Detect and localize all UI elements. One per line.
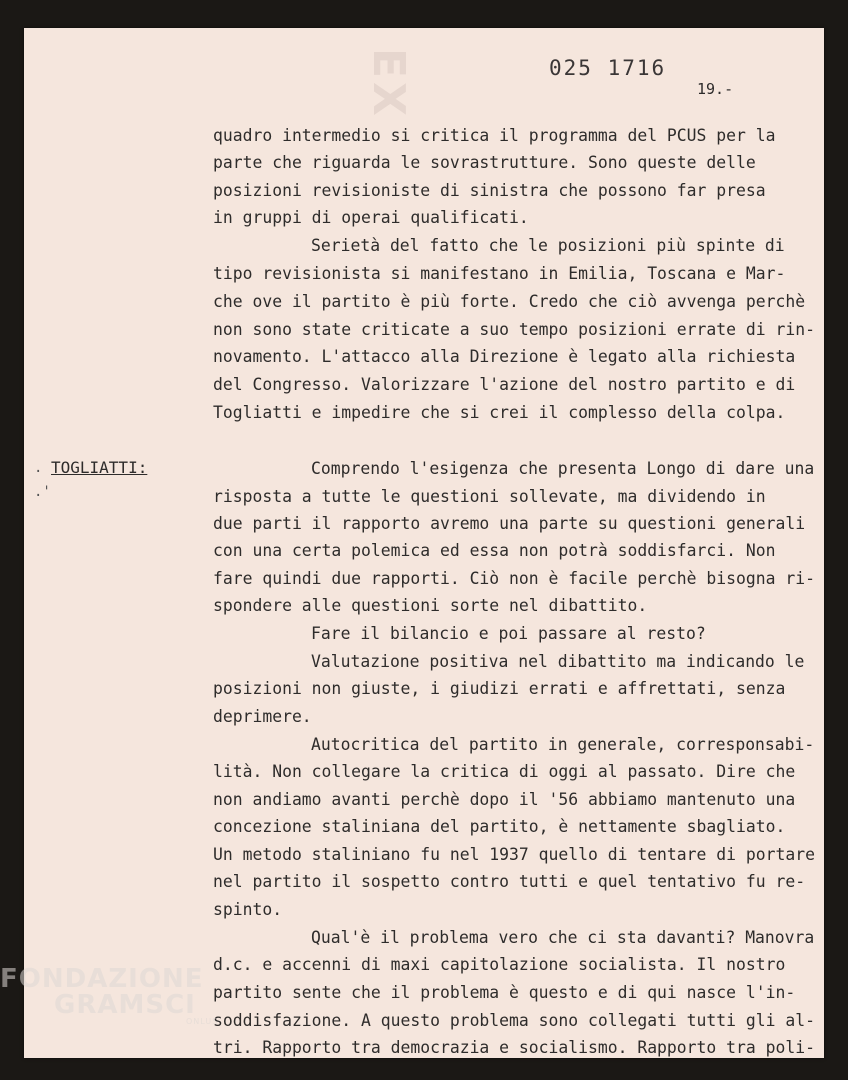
text-line: quadro intermedio si critica il programma del PCUS per la bbox=[213, 126, 776, 145]
text-line: deprimere. bbox=[213, 707, 312, 726]
text-line: spondere alle questioni sorte nel dibattito. bbox=[213, 596, 648, 615]
text-line: novamento. L'attacco alla Direzione è legato alla richiesta bbox=[213, 347, 796, 366]
speaker-label: TOGLIATTI: bbox=[51, 458, 148, 477]
logo-line-2: GRAMSCI bbox=[54, 990, 196, 1020]
text-line: Un metodo staliniano fu nel 1937 quello di tentare di portare bbox=[213, 845, 815, 864]
text-line: Autocritica del partito in generale, corresponsabi- bbox=[311, 735, 815, 754]
text-line: con una certa polemica ed essa non potrà soddisfarci. Non bbox=[213, 541, 776, 560]
text-line: Valutazione positiva nel dibattito ma indicando le bbox=[311, 652, 805, 671]
logo-line-3: ONLUS bbox=[186, 1017, 219, 1026]
logo-line-1: FONDAZIONE bbox=[0, 964, 204, 994]
text-line: che ove il partito è più forte. Credo che ciò avvenga perchè bbox=[213, 292, 806, 311]
text-line: due parti il rapporto avremo una parte su questioni generali bbox=[213, 514, 806, 533]
document-page bbox=[24, 28, 824, 1058]
text-line: fare quindi due rapporti. Ciò non è facile perchè bisogna ri- bbox=[213, 569, 815, 588]
text-line: tri. Rapporto tra democrazia e socialismo. Rapporto tra poli- bbox=[213, 1038, 815, 1057]
text-line: nel partito il sospetto contro tutti e quel tentativo fu re- bbox=[213, 872, 806, 891]
text-line: soddisfazione. A questo problema sono collegati tutti gli al- bbox=[213, 1011, 815, 1030]
text-line: lità. Non collegare la critica di oggi al passato. Dire che bbox=[213, 762, 796, 781]
page-number: 19.- bbox=[697, 80, 734, 98]
text-line: posizioni revisioniste di sinistra che possono far presa bbox=[213, 181, 766, 200]
text-line: Comprendo l'esigenza che presenta Longo di dare una bbox=[311, 459, 815, 478]
text-line: tipo revisionista si manifestano in Emilia, Toscana e Mar- bbox=[213, 264, 786, 283]
watermark: EX bbox=[363, 48, 414, 120]
text-line: posizioni non giuste, i giudizi errati e affrettati, senza bbox=[213, 679, 786, 698]
text-line: Togliatti e impedire che si crei il complesso della colpa. bbox=[213, 403, 786, 422]
text-line: Serietà del fatto che le posizioni più spinte di bbox=[311, 236, 785, 255]
text-line: Fare il bilancio e poi passare al resto? bbox=[311, 624, 706, 643]
text-line: concezione staliniana del partito, è nettamente sbagliato. bbox=[213, 817, 786, 836]
text-line: Qual'è il problema vero che ci sta davanti? Manovra bbox=[311, 928, 815, 947]
text-line: partito sente che il problema è questo e di qui nasce l'in- bbox=[213, 983, 796, 1002]
text-line: spinto. bbox=[213, 900, 283, 919]
margin-mark: . bbox=[34, 460, 43, 476]
text-line: d.c. e accenni di maxi capitolazione socialista. Il nostro bbox=[213, 955, 786, 974]
text-line: del Congresso. Valorizzare l'azione del nostro partito e di bbox=[213, 375, 796, 394]
text-line: parte che riguarda le sovrastrutture. Sono queste delle bbox=[213, 153, 756, 172]
text-line: risposta a tutte le questioni sollevate, ma dividendo in bbox=[213, 487, 766, 506]
text-line: non sono state criticate a suo tempo posizioni errate di rin- bbox=[213, 320, 815, 339]
foundation-logo bbox=[0, 966, 218, 1026]
margin-mark: .' bbox=[34, 484, 51, 500]
text-line: non andiamo avanti perchè dopo il '56 abbiamo mantenuto una bbox=[213, 790, 796, 809]
text-line: in gruppi di operai qualificati. bbox=[213, 208, 529, 227]
archive-number: 025 1716 bbox=[549, 56, 667, 80]
